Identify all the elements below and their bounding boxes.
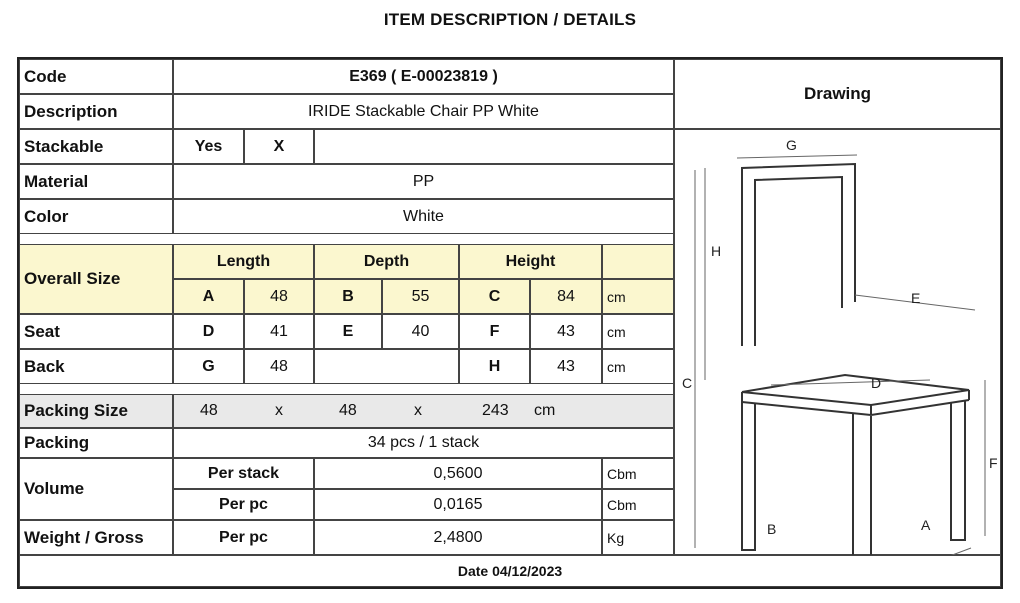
stackable-mark: X (244, 129, 314, 164)
chair-outline (742, 164, 969, 556)
header-height: Height (459, 244, 602, 279)
overall-unit: cm (602, 279, 674, 314)
dim-label-a: A (921, 517, 931, 533)
back-value-g: 48 (244, 349, 314, 384)
material-value: PP (173, 164, 674, 199)
dim-label-c: C (682, 375, 693, 391)
stackable-label: Stackable (19, 129, 173, 164)
back-letter-h: H (459, 349, 530, 384)
date-footer: Date 04/12/2023 (19, 555, 1001, 587)
overall-value-b: 55 (382, 279, 459, 314)
header-length: Length (173, 244, 314, 279)
volume-per-pc-value: 0,0165 (314, 489, 602, 520)
packing-label: Packing (19, 428, 173, 458)
seat-letter-d: D (173, 314, 244, 349)
packing-value: 34 pcs / 1 stack (173, 428, 674, 458)
header-depth: Depth (314, 244, 459, 279)
drawing-area (674, 129, 1001, 555)
spacer (19, 234, 674, 244)
volume-per-stack-value: 0,5600 (314, 458, 602, 489)
page-title: ITEM DESCRIPTION / DETAILS (383, 10, 637, 29)
packing-size-length: 48 (200, 402, 218, 419)
volume-per-pc-label: Per pc (173, 489, 314, 520)
seat-letter-f: F (459, 314, 530, 349)
seat-value-d: 41 (244, 314, 314, 349)
packing-size-sep: x (414, 402, 422, 419)
header-unit-empty (602, 244, 674, 279)
description-value: IRIDE Stackable Chair PP White (173, 94, 674, 129)
seat-value-e: 40 (382, 314, 459, 349)
dimension-lines (695, 155, 985, 556)
packing-size-depth: 48 (339, 402, 357, 419)
back-value-h: 43 (530, 349, 602, 384)
material-label: Material (19, 164, 173, 199)
overall-value-a: 48 (244, 279, 314, 314)
dim-label-g: G (786, 137, 797, 153)
overall-letter-a: A (173, 279, 244, 314)
seat-value-f: 43 (530, 314, 602, 349)
drawing-header: Drawing (674, 59, 1001, 129)
volume-per-pc-unit: Cbm (602, 489, 674, 520)
back-empty (314, 349, 459, 384)
stackable-empty (314, 129, 674, 164)
packing-size-label: Packing Size (19, 394, 173, 428)
seat-unit: cm (602, 314, 674, 349)
weight-per-pc-label: Per pc (173, 520, 314, 555)
code-label: Code (19, 59, 173, 94)
packing-size-values (173, 394, 674, 428)
dim-label-d: D (871, 375, 882, 391)
details-table (17, 57, 1003, 589)
dim-label-e: E (911, 290, 921, 306)
weight-value: 2,4800 (314, 520, 602, 555)
volume-per-stack-unit: Cbm (602, 458, 674, 489)
dim-label-f: F (989, 455, 998, 471)
stackable-yes: Yes (173, 129, 244, 164)
overall-letter-c: C (459, 279, 530, 314)
overall-size-label: Overall Size (19, 244, 173, 314)
color-label: Color (19, 199, 173, 234)
packing-size-unit: cm (534, 402, 556, 419)
chair-drawing (675, 130, 1002, 556)
volume-per-stack-label: Per stack (173, 458, 314, 489)
weight-label: Weight / Gross (19, 520, 173, 555)
dim-label-b: B (767, 521, 777, 537)
color-value: White (173, 199, 674, 234)
packing-size-height: 243 (482, 402, 509, 419)
overall-letter-b: B (314, 279, 382, 314)
overall-value-c: 84 (530, 279, 602, 314)
back-letter-g: G (173, 349, 244, 384)
back-unit: cm (602, 349, 674, 384)
packing-size-sep: x (275, 402, 283, 419)
description-label: Description (19, 94, 173, 129)
seat-letter-e: E (314, 314, 382, 349)
code-value: E369 ( E-00023819 ) (173, 59, 674, 94)
dim-label-h: H (711, 243, 722, 259)
back-label: Back (19, 349, 173, 384)
volume-label: Volume (19, 458, 173, 520)
weight-unit: Kg (602, 520, 674, 555)
seat-label: Seat (19, 314, 173, 349)
spacer (19, 384, 674, 394)
